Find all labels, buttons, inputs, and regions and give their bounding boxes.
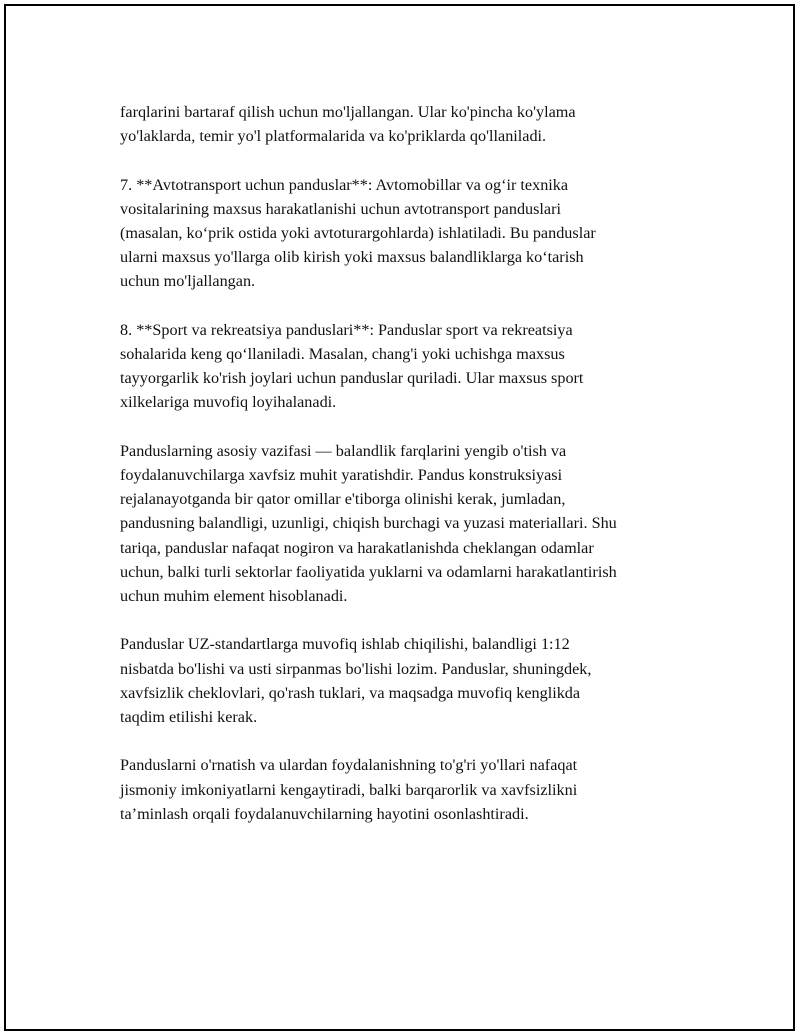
text-line: tariqa, panduslar nafaqat nogiron va harakatlanishda cheklangan odamlar (120, 538, 594, 557)
text-line: farqlarini bartaraf qilish uchun mo'ljallangan. Ular ko'pincha ko'ylama (120, 103, 576, 121)
text-line: pandusning balandligi, uzunligi, chiqish burchagi va yuzasi materiallari. Shu (120, 514, 617, 533)
paragraph (120, 173, 700, 294)
document-body (120, 100, 700, 850)
paragraph (120, 318, 700, 415)
text-line: 7. **Avtotransport uchun panduslar**: Avtomobillar va og‘ir texnika (120, 175, 569, 194)
text-line: tayyorgarlik ko'rish joylari uchun panduslar quriladi. Ular maxsus sport (120, 369, 584, 388)
text-line: foydalanuvchilarga xavfsiz muhit yaratishdir. Pandus konstruksiyasi (120, 466, 563, 484)
text-line: 8. **Sport va rekreatsiya panduslari**: Panduslar sport va rekreatsiya (120, 320, 573, 339)
text-line: vositalarining maxsus harakatlanishi uchun avtotransport panduslari (120, 199, 562, 218)
text-line: Panduslarni o'rnatish va ulardan foydalanishning to'g'ri yo'llari nafaqat (120, 756, 578, 775)
text-line: rejalanayotganda bir qator omillar e'tiborga olinishi kerak, jumladan, (120, 490, 566, 509)
text-line: Panduslarning asosiy vazifasi — balandlik farqlarini yengib o'tish va (120, 441, 567, 460)
paragraph (120, 439, 700, 608)
text-line: sohalarida keng qo‘llaniladi. Masalan, chang'i yoki uchishga maxsus (120, 345, 565, 363)
text-line: (masalan, ko‘prik ostida yoki avtoturargohlarda) ishlatiladi. Bu panduslar (120, 224, 596, 242)
paragraph (120, 632, 700, 729)
paragraph (120, 100, 700, 148)
text-line: uchun muhim element hisoblanadi. (120, 587, 348, 606)
text-line: nisbatda bo'lishi va usti sirpanmas bo'lishi lozim. Panduslar, shuningdek, (120, 659, 592, 678)
text-line: taqdim etilishi kerak. (120, 708, 258, 727)
text-line: ularni maxsus yo'llarga olib kirish yoki maxsus balandliklarga ko‘tarish (120, 248, 584, 267)
text-line: uchun mo'ljallangan. (120, 272, 256, 291)
text-line: ta’minlash orqali foydalanuvchilarning hayotini osonlashtiradi. (120, 804, 529, 823)
text-line: xilkelariga muvofiq loyihalanadi. (120, 393, 337, 412)
text-line: uchun, balki turli sektorlar faoliyatida yuklarni va odamlarni harakatlantirish (120, 562, 617, 581)
paragraph (120, 753, 700, 826)
text-line: Panduslar UZ-standartlarga muvofiq ishlab chiqilishi, balandligi 1:12 (120, 635, 570, 654)
text-line: xavfsizlik cheklovlari, qo'rash tuklari, va maqsadga muvofiq kenglikda (120, 683, 581, 702)
text-line: jismoniy imkoniyatlarni kengaytiradi, balki barqarorlik va xavfsizlikni (120, 780, 578, 799)
text-line: yo'laklarda, temir yo'l platformalarida va ko'priklarda qo'llaniladi. (120, 127, 547, 146)
document-page (4, 4, 795, 1031)
